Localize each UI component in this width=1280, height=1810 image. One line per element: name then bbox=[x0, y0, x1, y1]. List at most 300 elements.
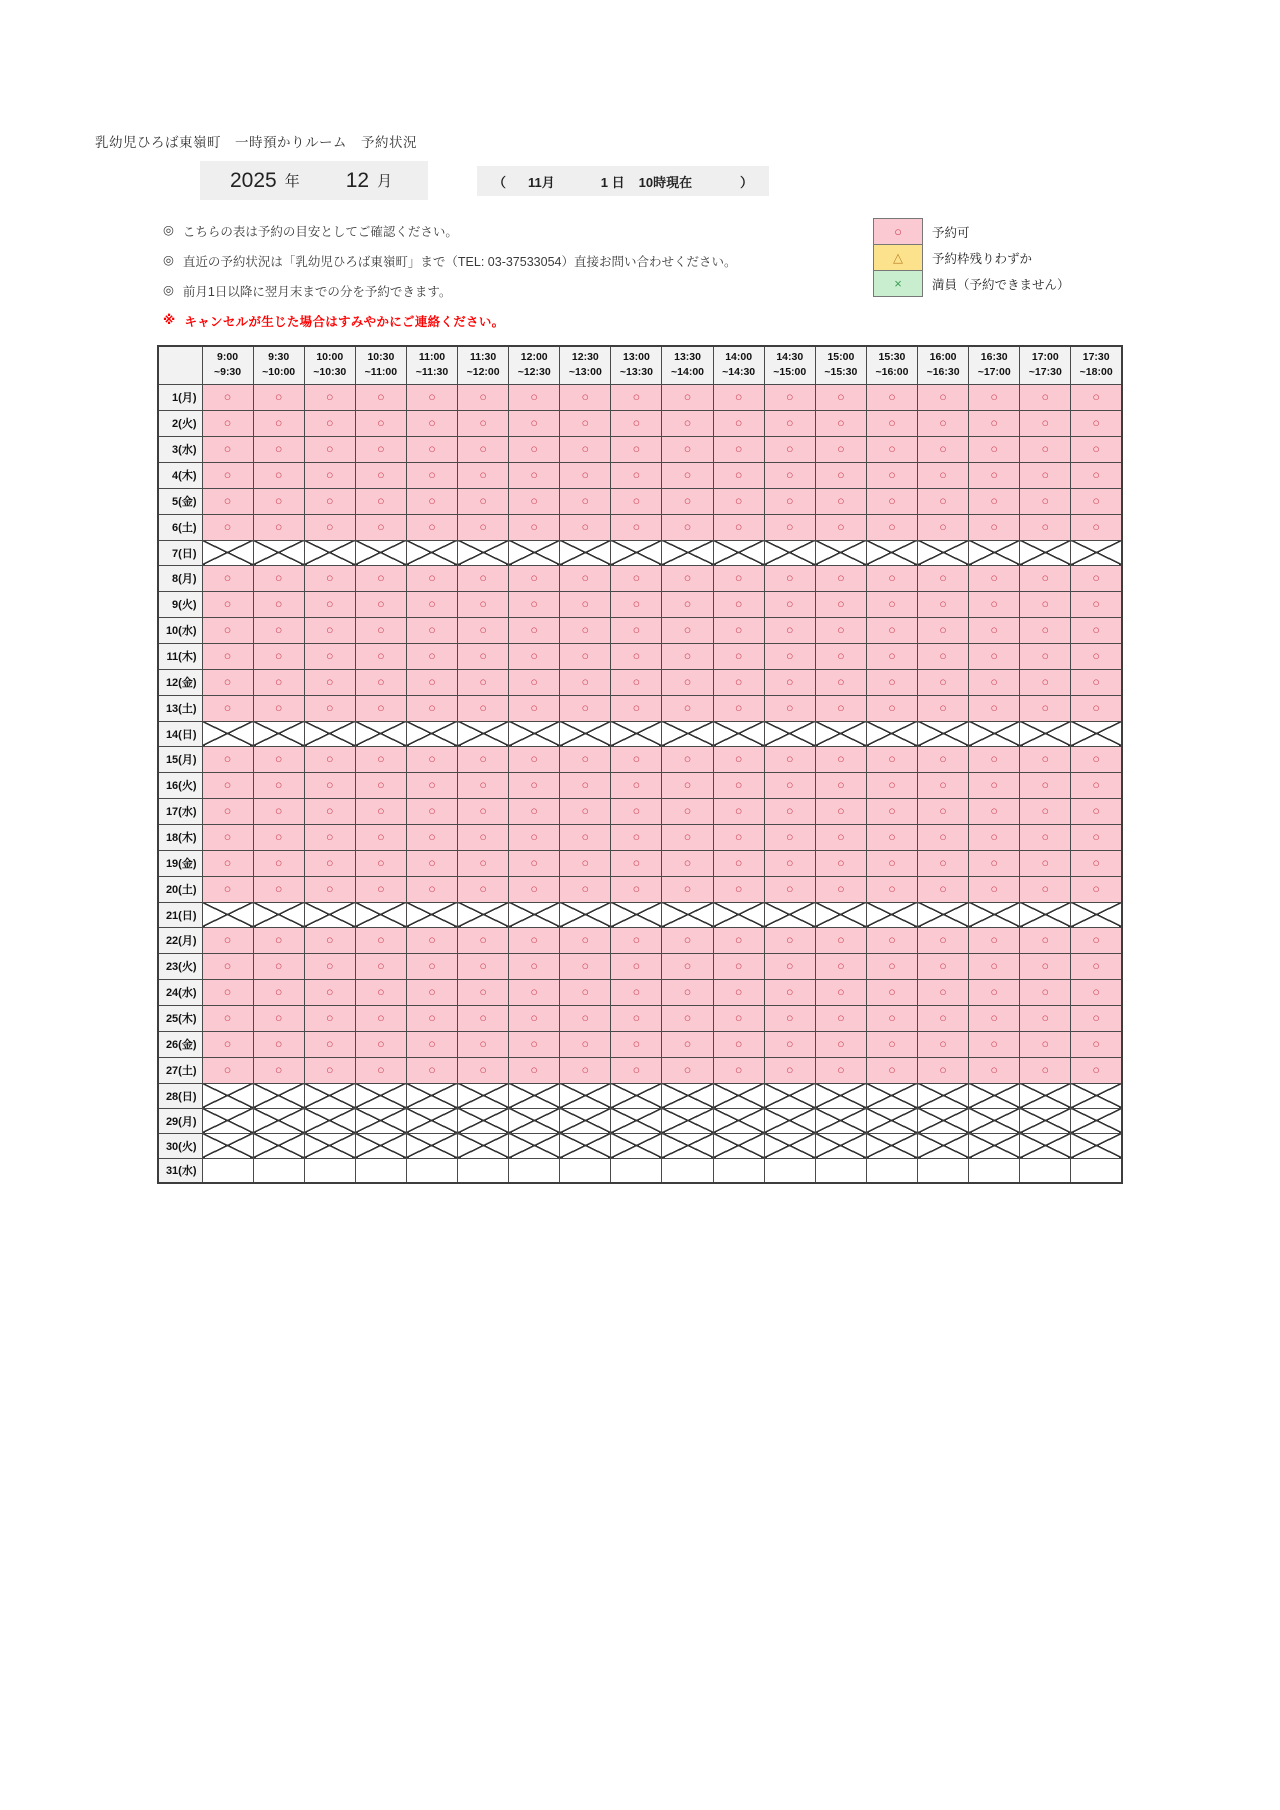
slot-available: ○ bbox=[611, 591, 662, 617]
time-start: 15:30 bbox=[878, 350, 906, 363]
slot-available: ○ bbox=[560, 927, 611, 953]
slot-closed bbox=[560, 1083, 611, 1108]
slot-available: ○ bbox=[611, 617, 662, 643]
slot-closed bbox=[304, 1083, 355, 1108]
slot-empty bbox=[253, 1158, 304, 1183]
time-start: 17:00 bbox=[1031, 350, 1059, 363]
slot-closed bbox=[815, 1108, 866, 1133]
time-col-header bbox=[815, 346, 866, 384]
slot-available: ○ bbox=[713, 1005, 764, 1031]
slot-available: ○ bbox=[969, 565, 1020, 591]
slot-available: ○ bbox=[458, 695, 509, 721]
slot-empty bbox=[764, 1158, 815, 1183]
slot-available: ○ bbox=[202, 798, 253, 824]
slot-available: ○ bbox=[1071, 927, 1122, 953]
slot-available: ○ bbox=[764, 669, 815, 695]
slot-available: ○ bbox=[1020, 436, 1071, 462]
slot-available: ○ bbox=[713, 591, 764, 617]
slot-available: ○ bbox=[969, 746, 1020, 772]
year-value: 2025 bbox=[230, 168, 277, 192]
slot-closed bbox=[1020, 540, 1071, 565]
slot-available: ○ bbox=[1020, 850, 1071, 876]
day-label: 7(日) bbox=[158, 540, 202, 565]
slot-closed bbox=[1071, 1133, 1122, 1158]
slot-closed bbox=[253, 1083, 304, 1108]
slot-available: ○ bbox=[866, 1005, 917, 1031]
slot-closed bbox=[509, 721, 560, 746]
slot-available: ○ bbox=[815, 591, 866, 617]
slot-available: ○ bbox=[458, 488, 509, 514]
slot-available: ○ bbox=[1071, 514, 1122, 540]
day-label: 29(月) bbox=[158, 1108, 202, 1133]
slot-closed bbox=[611, 1083, 662, 1108]
slot-available: ○ bbox=[815, 953, 866, 979]
slot-available: ○ bbox=[458, 643, 509, 669]
note-text: 前月1日以降に翌月末までの分を予約できます。 bbox=[182, 285, 452, 299]
slot-available: ○ bbox=[560, 669, 611, 695]
slot-available: ○ bbox=[713, 436, 764, 462]
slot-empty bbox=[866, 1158, 917, 1183]
slot-available: ○ bbox=[253, 876, 304, 902]
slot-available: ○ bbox=[304, 824, 355, 850]
slot-available: ○ bbox=[662, 410, 713, 436]
slot-available: ○ bbox=[253, 514, 304, 540]
slot-available: ○ bbox=[509, 462, 560, 488]
time-col-header bbox=[866, 346, 917, 384]
slot-available: ○ bbox=[662, 1031, 713, 1057]
slot-closed bbox=[969, 1133, 1020, 1158]
slot-available: ○ bbox=[764, 1057, 815, 1083]
as-of-month: 11月 bbox=[528, 174, 555, 190]
slot-available: ○ bbox=[560, 617, 611, 643]
slot-empty bbox=[815, 1158, 866, 1183]
slot-closed bbox=[815, 721, 866, 746]
time-start: 16:00 bbox=[929, 350, 957, 363]
slot-available: ○ bbox=[560, 695, 611, 721]
slot-closed bbox=[713, 1133, 764, 1158]
day-row bbox=[158, 798, 1122, 824]
time-col-header bbox=[969, 346, 1020, 384]
slot-available: ○ bbox=[764, 462, 815, 488]
slot-available: ○ bbox=[969, 695, 1020, 721]
slot-available: ○ bbox=[202, 695, 253, 721]
slot-available: ○ bbox=[304, 1031, 355, 1057]
time-start: 12:00 bbox=[520, 350, 548, 363]
day-label: 11(木) bbox=[158, 643, 202, 669]
slot-available: ○ bbox=[1071, 953, 1122, 979]
day-label: 28(日) bbox=[158, 1083, 202, 1108]
slot-closed bbox=[969, 1083, 1020, 1108]
slot-closed bbox=[560, 540, 611, 565]
slot-available: ○ bbox=[1071, 436, 1122, 462]
note-marker: ◎ bbox=[163, 283, 174, 297]
time-end: ~13:30 bbox=[619, 366, 653, 379]
slot-available: ○ bbox=[815, 462, 866, 488]
day-row bbox=[158, 1083, 1122, 1108]
legend-symbol: × bbox=[873, 270, 923, 297]
slot-available: ○ bbox=[1020, 410, 1071, 436]
slot-available: ○ bbox=[815, 824, 866, 850]
slot-empty bbox=[1020, 1158, 1071, 1183]
slot-available: ○ bbox=[611, 746, 662, 772]
slot-available: ○ bbox=[866, 1031, 917, 1057]
slot-closed bbox=[202, 1133, 253, 1158]
slot-available: ○ bbox=[662, 669, 713, 695]
slot-available: ○ bbox=[764, 695, 815, 721]
slot-available: ○ bbox=[764, 824, 815, 850]
slot-available: ○ bbox=[918, 876, 969, 902]
slot-closed bbox=[918, 540, 969, 565]
day-row bbox=[158, 462, 1122, 488]
slot-available: ○ bbox=[1020, 462, 1071, 488]
slot-available: ○ bbox=[1020, 617, 1071, 643]
note-marker: ◎ bbox=[163, 223, 174, 237]
slot-closed bbox=[969, 902, 1020, 927]
slot-available: ○ bbox=[866, 488, 917, 514]
slot-available: ○ bbox=[253, 384, 304, 410]
slot-available: ○ bbox=[918, 384, 969, 410]
time-end: ~11:00 bbox=[364, 366, 398, 379]
slot-available: ○ bbox=[355, 876, 406, 902]
slot-available: ○ bbox=[202, 876, 253, 902]
slot-empty bbox=[611, 1158, 662, 1183]
slot-closed bbox=[304, 1108, 355, 1133]
note bbox=[163, 252, 736, 270]
schedule-table bbox=[157, 345, 1123, 1184]
time-start: 14:00 bbox=[725, 350, 753, 363]
slot-available: ○ bbox=[1071, 462, 1122, 488]
slot-available: ○ bbox=[304, 772, 355, 798]
slot-available: ○ bbox=[866, 746, 917, 772]
slot-available: ○ bbox=[815, 410, 866, 436]
slot-available: ○ bbox=[202, 850, 253, 876]
slot-closed bbox=[202, 902, 253, 927]
slot-closed bbox=[764, 1108, 815, 1133]
slot-available: ○ bbox=[1020, 979, 1071, 1005]
slot-available: ○ bbox=[560, 1005, 611, 1031]
slot-available: ○ bbox=[764, 643, 815, 669]
slot-available: ○ bbox=[662, 436, 713, 462]
slot-closed bbox=[355, 1133, 406, 1158]
slot-available: ○ bbox=[253, 565, 304, 591]
slot-available: ○ bbox=[253, 1031, 304, 1057]
time-col-header bbox=[202, 346, 253, 384]
slot-available: ○ bbox=[662, 462, 713, 488]
slot-available: ○ bbox=[713, 514, 764, 540]
slot-available: ○ bbox=[918, 927, 969, 953]
slot-available: ○ bbox=[815, 617, 866, 643]
day-label: 14(日) bbox=[158, 721, 202, 746]
day-label: 20(土) bbox=[158, 876, 202, 902]
slot-available: ○ bbox=[509, 695, 560, 721]
slot-available: ○ bbox=[611, 1057, 662, 1083]
slot-available: ○ bbox=[202, 953, 253, 979]
slot-available: ○ bbox=[1020, 488, 1071, 514]
slot-available: ○ bbox=[713, 1057, 764, 1083]
slot-available: ○ bbox=[918, 746, 969, 772]
slot-available: ○ bbox=[458, 410, 509, 436]
slot-available: ○ bbox=[1071, 643, 1122, 669]
slot-available: ○ bbox=[458, 1057, 509, 1083]
slot-closed bbox=[355, 1108, 406, 1133]
day-label: 18(木) bbox=[158, 824, 202, 850]
legend-label: 予約枠残りわずか bbox=[932, 251, 1033, 266]
slot-available: ○ bbox=[662, 643, 713, 669]
slot-available: ○ bbox=[611, 927, 662, 953]
slot-closed bbox=[458, 540, 509, 565]
day-row bbox=[158, 643, 1122, 669]
slot-closed bbox=[662, 721, 713, 746]
slot-available: ○ bbox=[662, 876, 713, 902]
slot-available: ○ bbox=[1071, 824, 1122, 850]
slot-closed bbox=[253, 721, 304, 746]
slot-closed bbox=[764, 902, 815, 927]
slot-available: ○ bbox=[406, 876, 457, 902]
legend-symbol: ○ bbox=[873, 218, 923, 245]
slot-available: ○ bbox=[406, 1005, 457, 1031]
time-end: ~14:30 bbox=[722, 366, 756, 379]
time-end: ~13:00 bbox=[568, 366, 602, 379]
slot-available: ○ bbox=[253, 1005, 304, 1031]
as-of-box bbox=[477, 166, 769, 196]
slot-closed bbox=[662, 1133, 713, 1158]
as-of-open-paren: （ bbox=[493, 174, 507, 190]
slot-available: ○ bbox=[1071, 876, 1122, 902]
slot-available: ○ bbox=[713, 850, 764, 876]
slot-available: ○ bbox=[969, 462, 1020, 488]
day-label: 16(火) bbox=[158, 772, 202, 798]
slot-available: ○ bbox=[1071, 591, 1122, 617]
slot-available: ○ bbox=[611, 462, 662, 488]
slot-available: ○ bbox=[866, 927, 917, 953]
slot-available: ○ bbox=[918, 436, 969, 462]
slot-available: ○ bbox=[662, 798, 713, 824]
slot-empty bbox=[406, 1158, 457, 1183]
slot-available: ○ bbox=[253, 772, 304, 798]
slot-available: ○ bbox=[406, 643, 457, 669]
day-row bbox=[158, 1031, 1122, 1057]
slot-closed bbox=[611, 1108, 662, 1133]
slot-available: ○ bbox=[866, 798, 917, 824]
slot-available: ○ bbox=[458, 927, 509, 953]
slot-available: ○ bbox=[458, 953, 509, 979]
slot-available: ○ bbox=[355, 488, 406, 514]
slot-available: ○ bbox=[509, 643, 560, 669]
slot-available: ○ bbox=[458, 979, 509, 1005]
slot-closed bbox=[764, 721, 815, 746]
slot-available: ○ bbox=[918, 643, 969, 669]
slot-available: ○ bbox=[1020, 669, 1071, 695]
slot-closed bbox=[1071, 721, 1122, 746]
time-col-header bbox=[458, 346, 509, 384]
slot-available: ○ bbox=[560, 1057, 611, 1083]
slot-available: ○ bbox=[509, 565, 560, 591]
as-of-close-paren: ） bbox=[739, 174, 753, 190]
slot-available: ○ bbox=[202, 979, 253, 1005]
slot-closed bbox=[866, 721, 917, 746]
slot-closed bbox=[918, 902, 969, 927]
month-unit: 月 bbox=[377, 173, 393, 190]
day-row bbox=[158, 1133, 1122, 1158]
slot-available: ○ bbox=[560, 953, 611, 979]
slot-closed bbox=[713, 1083, 764, 1108]
time-start: 9:30 bbox=[268, 350, 290, 363]
legend bbox=[873, 218, 1070, 297]
slot-available: ○ bbox=[918, 565, 969, 591]
slot-available: ○ bbox=[969, 514, 1020, 540]
slot-available: ○ bbox=[253, 1057, 304, 1083]
slot-available: ○ bbox=[406, 591, 457, 617]
slot-available: ○ bbox=[355, 514, 406, 540]
slot-available: ○ bbox=[458, 1005, 509, 1031]
slot-closed bbox=[560, 1133, 611, 1158]
slot-available: ○ bbox=[406, 746, 457, 772]
slot-available: ○ bbox=[815, 927, 866, 953]
time-header-row bbox=[158, 346, 1122, 384]
slot-available: ○ bbox=[1071, 1031, 1122, 1057]
slot-available: ○ bbox=[611, 953, 662, 979]
slot-available: ○ bbox=[304, 488, 355, 514]
slot-available: ○ bbox=[304, 1057, 355, 1083]
slot-available: ○ bbox=[304, 514, 355, 540]
slot-available: ○ bbox=[509, 591, 560, 617]
slot-available: ○ bbox=[509, 927, 560, 953]
slot-available: ○ bbox=[866, 591, 917, 617]
time-start: 16:30 bbox=[980, 350, 1008, 363]
slot-available: ○ bbox=[764, 436, 815, 462]
time-start: 13:00 bbox=[623, 350, 650, 363]
slot-closed bbox=[969, 721, 1020, 746]
slot-available: ○ bbox=[355, 979, 406, 1005]
slot-closed bbox=[458, 1108, 509, 1133]
slot-available: ○ bbox=[560, 384, 611, 410]
slot-available: ○ bbox=[815, 798, 866, 824]
slot-available: ○ bbox=[866, 617, 917, 643]
slot-available: ○ bbox=[918, 772, 969, 798]
slot-available: ○ bbox=[406, 514, 457, 540]
slot-available: ○ bbox=[815, 850, 866, 876]
slot-closed bbox=[458, 721, 509, 746]
slot-empty bbox=[662, 1158, 713, 1183]
slot-closed bbox=[560, 1108, 611, 1133]
slot-available: ○ bbox=[662, 384, 713, 410]
slot-available: ○ bbox=[560, 462, 611, 488]
slot-available: ○ bbox=[815, 876, 866, 902]
slot-available: ○ bbox=[509, 436, 560, 462]
slot-available: ○ bbox=[815, 1031, 866, 1057]
slot-available: ○ bbox=[764, 927, 815, 953]
slot-closed bbox=[458, 1083, 509, 1108]
time-start: 9:00 bbox=[217, 350, 239, 363]
slot-available: ○ bbox=[662, 695, 713, 721]
slot-available: ○ bbox=[713, 643, 764, 669]
slot-closed bbox=[1020, 721, 1071, 746]
slot-available: ○ bbox=[713, 695, 764, 721]
slot-available: ○ bbox=[458, 669, 509, 695]
slot-closed bbox=[509, 1133, 560, 1158]
note-text: キャンセルが生じた場合はすみやかにご連絡ください。 bbox=[184, 315, 505, 329]
slot-available: ○ bbox=[969, 410, 1020, 436]
slot-available: ○ bbox=[1020, 695, 1071, 721]
slot-available: ○ bbox=[202, 514, 253, 540]
slot-available: ○ bbox=[560, 824, 611, 850]
slot-available: ○ bbox=[1020, 746, 1071, 772]
day-row bbox=[158, 721, 1122, 746]
slot-empty bbox=[969, 1158, 1020, 1183]
slot-available: ○ bbox=[713, 384, 764, 410]
day-label: 19(金) bbox=[158, 850, 202, 876]
day-label: 26(金) bbox=[158, 1031, 202, 1057]
slot-closed bbox=[304, 902, 355, 927]
slot-closed bbox=[253, 1108, 304, 1133]
slot-available: ○ bbox=[611, 514, 662, 540]
slot-available: ○ bbox=[611, 1005, 662, 1031]
slot-available: ○ bbox=[918, 488, 969, 514]
slot-available: ○ bbox=[1020, 565, 1071, 591]
slot-available: ○ bbox=[202, 384, 253, 410]
slot-available: ○ bbox=[406, 1031, 457, 1057]
slot-available: ○ bbox=[611, 436, 662, 462]
slot-available: ○ bbox=[611, 669, 662, 695]
slot-available: ○ bbox=[662, 514, 713, 540]
slot-available: ○ bbox=[713, 488, 764, 514]
slot-available: ○ bbox=[713, 798, 764, 824]
slot-available: ○ bbox=[202, 643, 253, 669]
slot-available: ○ bbox=[713, 746, 764, 772]
slot-available: ○ bbox=[918, 1057, 969, 1083]
slot-available: ○ bbox=[253, 617, 304, 643]
slot-closed bbox=[406, 1133, 457, 1158]
slot-available: ○ bbox=[253, 410, 304, 436]
slot-closed bbox=[662, 540, 713, 565]
day-label: 4(木) bbox=[158, 462, 202, 488]
time-start: 10:30 bbox=[367, 350, 395, 363]
slot-available: ○ bbox=[202, 462, 253, 488]
slot-available: ○ bbox=[253, 669, 304, 695]
slot-closed bbox=[406, 902, 457, 927]
slot-available: ○ bbox=[713, 772, 764, 798]
slot-available: ○ bbox=[1020, 1057, 1071, 1083]
slot-available: ○ bbox=[1071, 565, 1122, 591]
slot-available: ○ bbox=[611, 798, 662, 824]
slot-available: ○ bbox=[560, 436, 611, 462]
slot-available: ○ bbox=[253, 824, 304, 850]
slot-available: ○ bbox=[1020, 798, 1071, 824]
slot-available: ○ bbox=[764, 1005, 815, 1031]
slot-available: ○ bbox=[355, 695, 406, 721]
as-of-day: 1 日 bbox=[600, 174, 625, 190]
slot-closed bbox=[406, 540, 457, 565]
slot-available: ○ bbox=[202, 591, 253, 617]
slot-closed bbox=[611, 1133, 662, 1158]
slot-available: ○ bbox=[969, 488, 1020, 514]
note-text: こちらの表は予約の目安としてご確認ください。 bbox=[182, 225, 458, 239]
slot-available: ○ bbox=[866, 772, 917, 798]
slot-available: ○ bbox=[202, 746, 253, 772]
slot-available: ○ bbox=[866, 565, 917, 591]
slot-available: ○ bbox=[509, 798, 560, 824]
slot-available: ○ bbox=[713, 617, 764, 643]
day-row bbox=[158, 410, 1122, 436]
slot-closed bbox=[509, 1083, 560, 1108]
time-start: 12:30 bbox=[571, 350, 599, 363]
slot-available: ○ bbox=[764, 591, 815, 617]
slot-closed bbox=[202, 540, 253, 565]
time-col-header bbox=[1071, 346, 1122, 384]
slot-closed bbox=[764, 540, 815, 565]
time-col-header bbox=[406, 346, 457, 384]
slot-available: ○ bbox=[560, 798, 611, 824]
